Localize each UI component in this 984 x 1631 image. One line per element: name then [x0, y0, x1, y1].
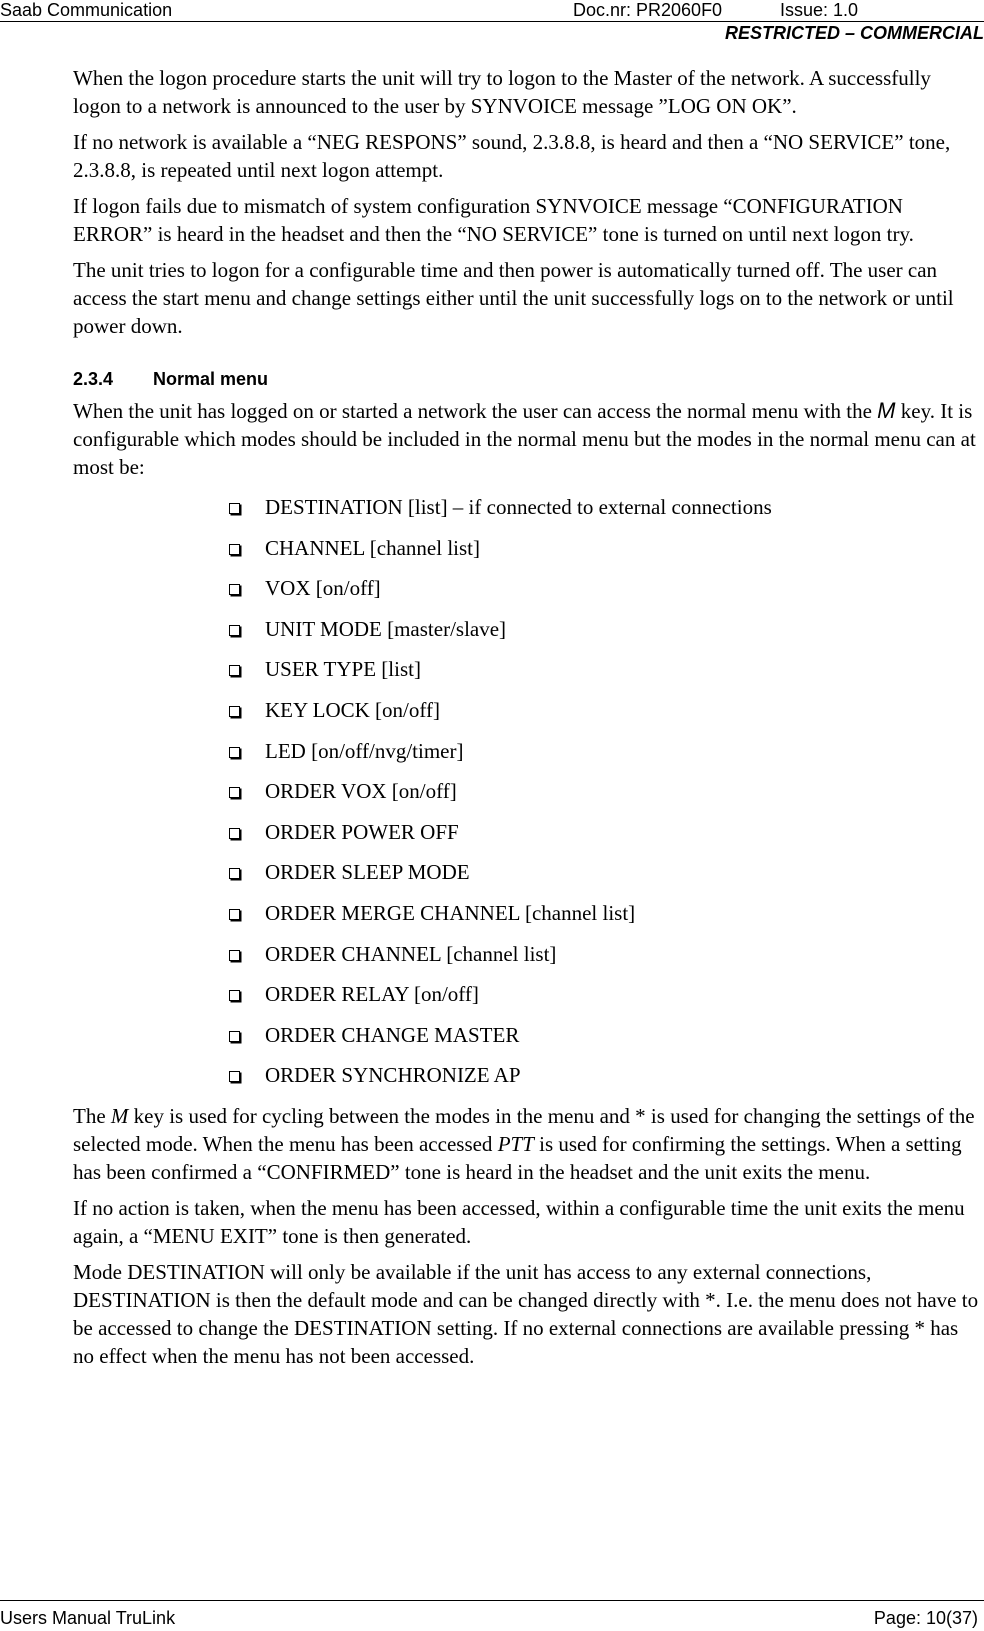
paragraph-m-key-usage	[73, 1102, 981, 1186]
mode-label: USER TYPE [list]	[265, 657, 421, 682]
mode-label: VOX [on/off]	[265, 576, 381, 601]
checkbox-bullet-icon	[229, 584, 240, 595]
list-item	[229, 615, 981, 656]
footer-manual-title: Users Manual TruLink	[0, 1608, 176, 1628]
mode-label: CHANNEL [channel list]	[265, 535, 481, 560]
usage-text-3: is used for confirming the settings. When a setting has been confirmed a “CONFIRMED” tone is heard in the headset and the unit exits the menu.	[73, 1131, 962, 1184]
checkbox-bullet-icon	[229, 990, 240, 1001]
mode-label: LED [on/off/nvg/timer]	[265, 738, 464, 763]
paragraph-logon-procedure: When the logon procedure starts the unit will try to logon to the Master of the network. A successfully logon to a network is announced to the user by SYNVOICE message ”LOG ON OK”.	[73, 66, 931, 118]
m-key-ref: M	[110, 1103, 129, 1128]
mode-label: ORDER VOX [on/off]	[265, 779, 457, 804]
header-doc-number: Doc.nr: PR2060F0	[573, 0, 723, 20]
usage-text-2: key is used for cycling between the modes in the menu and * is used for changing the settings of the selected mode. When the menu has been accessed	[73, 1103, 975, 1156]
section-title: Normal menu	[153, 369, 269, 389]
paragraph-menu-exit: If no action is taken, when the menu has been accessed, within a configurable time the unit exits the menu again, a “MENU EXIT” tone is then generated.	[73, 1195, 965, 1248]
list-item	[229, 1061, 981, 1102]
mode-label: ORDER POWER OFF	[265, 819, 459, 844]
checkbox-bullet-icon	[229, 1071, 240, 1082]
list-item	[229, 940, 981, 981]
checkbox-bullet-icon	[229, 828, 240, 839]
m-key-label: M	[877, 398, 896, 423]
classification-label: RESTRICTED – COMMERCIAL	[724, 23, 984, 43]
mode-label: KEY LOCK [on/off]	[265, 697, 440, 722]
list-item	[229, 574, 981, 615]
mode-label: ORDER CHANGE MASTER	[265, 1022, 520, 1047]
paragraph-destination-mode: Mode DESTINATION will only be available if the unit has access to any external connections, DESTINATION is then the default mode and can be changed directly with *. I.e. the menu does not have to be accessed to change the DESTINATION setting. If no external connections are available pressing * has no effect when the menu has not been accessed.	[73, 1259, 979, 1368]
usage-text-1: The	[73, 1103, 111, 1128]
list-item	[229, 696, 981, 737]
mode-label: ORDER MERGE CHANNEL [channel list]	[265, 900, 636, 925]
list-item	[229, 655, 981, 696]
header-issue: Issue: 1.0	[780, 0, 859, 20]
intro-text-2: key. It is configurable which modes should be included in the normal menu but the modes in the normal menu can at most be:	[73, 399, 976, 479]
list-item	[229, 858, 981, 899]
section-heading	[73, 367, 981, 391]
paragraph-menu-intro	[73, 397, 981, 481]
section-number: 2.3.4	[73, 369, 114, 389]
list-item	[229, 980, 981, 1021]
checkbox-bullet-icon	[229, 950, 240, 961]
modes-list	[73, 493, 981, 1102]
list-item	[229, 899, 981, 940]
mode-label: DESTINATION [list] – if connected to external connections	[265, 495, 772, 519]
mode-label: UNIT MODE [master/slave]	[265, 616, 507, 641]
checkbox-bullet-icon	[229, 909, 240, 920]
mode-label: ORDER RELAY [on/off]	[265, 982, 479, 1007]
paragraph-no-network: If no network is available a “NEG RESPONS” sound, 2.3.8.8, is heard and then a “NO SERVICE” tone, 2.3.8.8, is repeated until next logon attempt.	[73, 130, 951, 182]
checkbox-bullet-icon	[229, 503, 240, 514]
checkbox-bullet-icon	[229, 544, 240, 555]
checkbox-bullet-icon	[229, 1031, 240, 1042]
checkbox-bullet-icon	[229, 787, 240, 798]
list-item	[229, 534, 981, 575]
list-item	[229, 493, 981, 534]
list-item	[229, 777, 981, 818]
mode-label: ORDER CHANNEL [channel list]	[265, 941, 557, 966]
mode-label: ORDER SYNCHRONIZE AP	[265, 1063, 521, 1088]
page-footer	[0, 1600, 984, 1631]
checkbox-bullet-icon	[229, 665, 240, 676]
page-header	[0, 0, 984, 22]
intro-text-1: When the unit has logged on or started a network the user can access the normal menu with the	[73, 399, 878, 423]
checkbox-bullet-icon	[229, 706, 240, 717]
paragraph-logon-fails: If logon fails due to mismatch of system configuration SYNVOICE message “CONFIGURATION ERROR” is heard in the headset and then the “NO SERVICE” tone is turned on until next logon try.	[73, 194, 914, 246]
footer-page-number: Page: 10(37)	[873, 1608, 978, 1628]
ptt-key-ref: PTT	[497, 1131, 534, 1156]
checkbox-bullet-icon	[229, 747, 240, 758]
checkbox-bullet-icon	[229, 868, 240, 879]
page-body	[73, 64, 981, 1378]
list-item	[229, 1021, 981, 1062]
header-company: Saab Communication	[0, 0, 173, 20]
list-item	[229, 818, 981, 859]
checkbox-bullet-icon	[229, 625, 240, 636]
list-item	[229, 737, 981, 778]
mode-label: ORDER SLEEP MODE	[265, 860, 470, 885]
paragraph-logon-timeout: The unit tries to logon for a configurable time and then power is automatically turned off. The user can access the start menu and change settings either until the unit successfully logs on to the network or until power down.	[73, 258, 954, 338]
